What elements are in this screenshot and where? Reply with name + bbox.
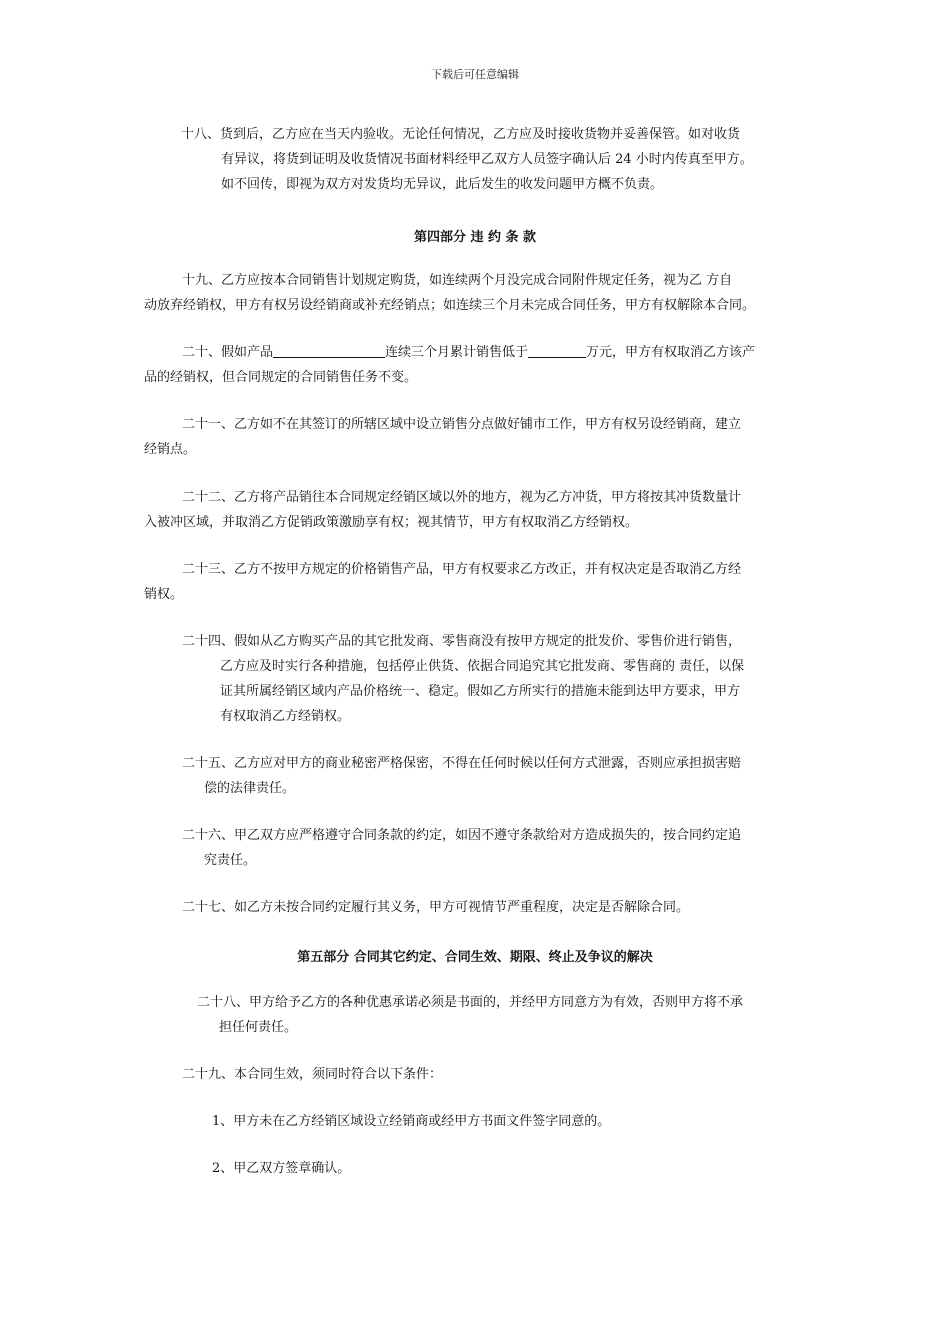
section-5-title: 第五部分 合同其它约定、合同生效、期限、终止及争议的解决 — [297, 950, 653, 965]
product-blank — [273, 343, 385, 358]
clause-20-line-1 — [144, 340, 755, 365]
clause-21-line-1: 二十一、乙方如不在其签订的所辖区域中设立销售分点做好铺市工作，甲方有权另设经销商，建立 — [182, 417, 742, 432]
clause-22-line-1: 二十二、乙方将产品销往本合同规定经销区域以外的地方，视为乙方冲货，甲方将按其冲货数量计 — [182, 490, 742, 505]
clause-22 — [144, 485, 741, 535]
clause-20-text-a: 二十、假如产品 — [182, 345, 274, 360]
clause-25-line-2: 偿的法律责任。 — [204, 781, 296, 796]
clause-24 — [182, 629, 744, 729]
clause-23-line-1: 二十三、乙方不按甲方规定的价格销售产品，甲方有权要求乙方改正，并有权决定是否取消乙方经 — [182, 562, 742, 577]
clause-20-line-2: 品的经销权，但合同规定的合同销售任务不变。 — [144, 370, 418, 385]
clause-20 — [144, 340, 755, 390]
clause-29 — [182, 1062, 442, 1087]
clause-27-line-1: 二十七、如乙方未按合同约定履行其义务，甲方可视情节严重程度，决定是否解除合同。 — [182, 900, 690, 915]
clause-29-line-1: 二十九、本合同生效，须同时符合以下条件： — [182, 1067, 443, 1082]
clause-20-text-b: 连续三个月累计销售低于 — [385, 345, 529, 360]
clause-18 — [181, 122, 753, 197]
clause-24-line-2: 乙方应及时实行各种措施，包括停止供货、依据合同追究其它批发商、零售商的 责任，以保 — [220, 659, 745, 674]
clause-28-line-2: 担任何责任。 — [219, 1020, 298, 1035]
clause-23-line-2: 销权。 — [144, 587, 184, 602]
condition-item-1: 1、甲方未在乙方经销区域设立经销商或经甲方书面文件签字同意的。 — [212, 1114, 611, 1129]
clause-20-text-c: 万元，甲方有权取消乙方该产 — [586, 345, 756, 360]
clause-25-line-1: 二十五、乙方应对甲方的商业秘密严格保密，不得在任何时候以任何方式泄露，否则应承担损害赔 — [182, 756, 742, 771]
section-4-title: 第四部分 违 约 条 款 — [413, 230, 537, 245]
clause-26-line-1: 二十六、甲乙双方应严格遵守合同条款的约定，如因不遵守条款给对方造成损失的，按合同约定追 — [182, 828, 742, 843]
clause-28 — [197, 990, 743, 1040]
clause-21-line-2: 经销点。 — [144, 442, 197, 457]
clause-22-line-2: 入被冲区域，并取消乙方促销政策激励享有权；视其情节，甲方有权取消乙方经销权。 — [144, 515, 639, 530]
clause-18-line-1: 十八、货到后，乙方应在当天内验收。无论任何情况，乙方应及时接收货物并妥善保管。如对收货 — [181, 127, 741, 142]
clause-19-line-2: 动放弃经销权，甲方有权另设经销商或补充经销点；如连续三个月未完成合同任务，甲方有权解除本合同。 — [144, 298, 756, 313]
clause-28-line-1: 二十八、甲方给予乙方的各种优惠承诺必须是书面的，并经甲方同意方为有效，否则甲方将不承 — [197, 995, 744, 1010]
clause-18-line-3: 如不回传，即视为双方对发货均无异议，此后发生的收发问题甲方概不负责。 — [221, 177, 664, 192]
clause-18-line-2: 有异议，将货到证明及收货情况书面材料经甲乙双方人员签字确认后 24 小时内传真至甲方。 — [221, 152, 753, 167]
condition-item-2: 2、甲乙双方签章确认。 — [212, 1161, 351, 1176]
clause-24-line-4: 有权取消乙方经销权。 — [220, 709, 351, 724]
clause-24-line-1: 二十四、假如从乙方购买产品的其它批发商、零售商没有按甲方规定的批发价、零售价进行销售， — [182, 634, 742, 649]
clause-19 — [144, 268, 755, 318]
clause-26 — [182, 823, 741, 873]
clause-26-line-2: 究责任。 — [204, 853, 257, 868]
clause-21 — [144, 412, 741, 462]
clause-24-line-3: 证其所属经销区域内产品价格统一、稳定。假如乙方所实行的措施未能到达甲方要求，甲方 — [220, 684, 741, 699]
clause-23 — [144, 557, 741, 607]
clause-27 — [182, 895, 689, 920]
clause-25 — [182, 751, 741, 801]
page-header: 下载后可任意编辑 — [431, 68, 519, 81]
clause-19-line-1: 十九、乙方应按本合同销售计划规定购货，如连续两个月没完成合同附件规定任务，视为乙 方自 — [182, 273, 733, 288]
amount-blank — [528, 343, 586, 358]
